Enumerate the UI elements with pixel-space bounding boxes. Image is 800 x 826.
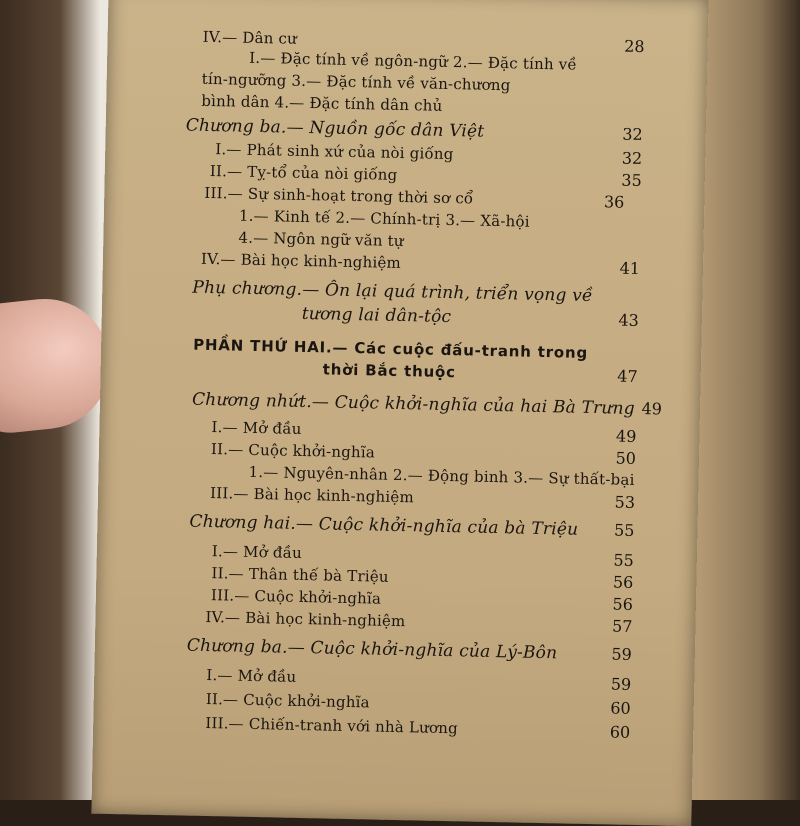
toc-entry: IV.— Bài học kinh-nghiệm [205, 607, 406, 631]
toc-entry: IV.— Dân cư [202, 27, 298, 48]
toc-page-number: 47 [617, 366, 638, 386]
toc-page-number: 53 [614, 492, 636, 512]
toc-page-number: 36 [603, 192, 625, 212]
toc-entry: II.— Cuộc khởi-nghĩa [205, 689, 370, 712]
book-page [91, 0, 708, 826]
toc-page-number: 56 [612, 594, 634, 614]
table-of-contents [91, 0, 708, 826]
toc-chapter: Phụ chương.— Ôn lại quá trình, triển vọng về [192, 277, 593, 307]
toc-page-number: 60 [609, 722, 631, 742]
toc-entry: II.— Tỵ-tổ của nòi giống [209, 161, 398, 184]
toc-page-number: 60 [610, 698, 631, 718]
toc-page-number: 35 [621, 170, 642, 191]
toc-entry: II.— Thân thế bà Triệu [211, 564, 389, 586]
toc-entry: III.— Bài học kinh-nghiệm [209, 484, 415, 507]
toc-part-heading: thời Bắc thuộc [322, 360, 457, 382]
toc-page-number: 55 [613, 550, 634, 570]
toc-entry: III.— Cuộc khởi-nghĩa [210, 586, 382, 608]
toc-chapter: Chương ba.— Cuộc khởi-nghĩa của Lý-Bôn [186, 635, 558, 664]
toc-page-number: 49 [641, 399, 663, 419]
toc-entry: III.— Sự sinh-hoạt trong thời sơ cổ [204, 183, 474, 208]
toc-chapter: Chương hai.— Cuộc khởi-nghĩa của bà Triệu [189, 511, 579, 540]
toc-entry: I.— Mở đầu [206, 666, 297, 686]
toc-page-number: 55 [613, 520, 635, 540]
toc-page-number: 59 [610, 674, 632, 694]
toc-page-number: 43 [618, 310, 640, 330]
toc-entry: II.— Cuộc khởi-nghĩa [210, 440, 376, 462]
toc-entry: 4.— Ngôn ngữ văn tự [238, 228, 404, 251]
toc-entry: 1.— Kinh tế 2.— Chính-trị 3.— Xã-hội [238, 206, 530, 231]
toc-entry: bình dân 4.— Đặc tính dân chủ [201, 91, 443, 115]
toc-entry: tín-ngưỡng 3.— Đặc tính về văn-chương [201, 69, 511, 95]
toc-page-number: 32 [622, 124, 643, 145]
toc-page-number: 59 [611, 644, 633, 664]
toc-entry: I.— Mở đầu [211, 542, 303, 562]
toc-page-number: 50 [615, 448, 637, 468]
toc-page-number: 57 [611, 616, 633, 636]
toc-entry: I.— Phát sinh xứ của nòi giống [215, 140, 454, 164]
toc-page-number: 28 [624, 36, 645, 57]
toc-entry: I.— Mở đầu [211, 418, 302, 438]
toc-entry: III.— Chiến-tranh với nhà Lương [205, 713, 459, 738]
toc-page-number: 32 [621, 148, 643, 169]
toc-page-number: 49 [615, 426, 637, 446]
toc-chapter: tương lai dân-tộc [301, 303, 452, 328]
toc-chapter: Chương ba.— Nguồn gốc dân Việt [185, 115, 485, 142]
toc-part-heading: PHẦN THỨ HAI.— Các cuộc đấu-tranh trong [193, 335, 589, 362]
toc-page-number: 56 [612, 572, 634, 592]
toc-page-number: 41 [619, 258, 641, 278]
toc-chapter: Chương nhứt.— Cuộc khởi-nghĩa của hai Bà Trưng [191, 389, 635, 419]
toc-entry: IV.— Bài học kinh-nghiệm [200, 249, 402, 272]
toc-entry: 1.— Nguyên-nhân 2.— Động binh 3.— Sự thất-bại [248, 462, 635, 489]
toc-entry: I.— Đặc tính về ngôn-ngữ 2.— Đặc tính về [249, 48, 578, 74]
